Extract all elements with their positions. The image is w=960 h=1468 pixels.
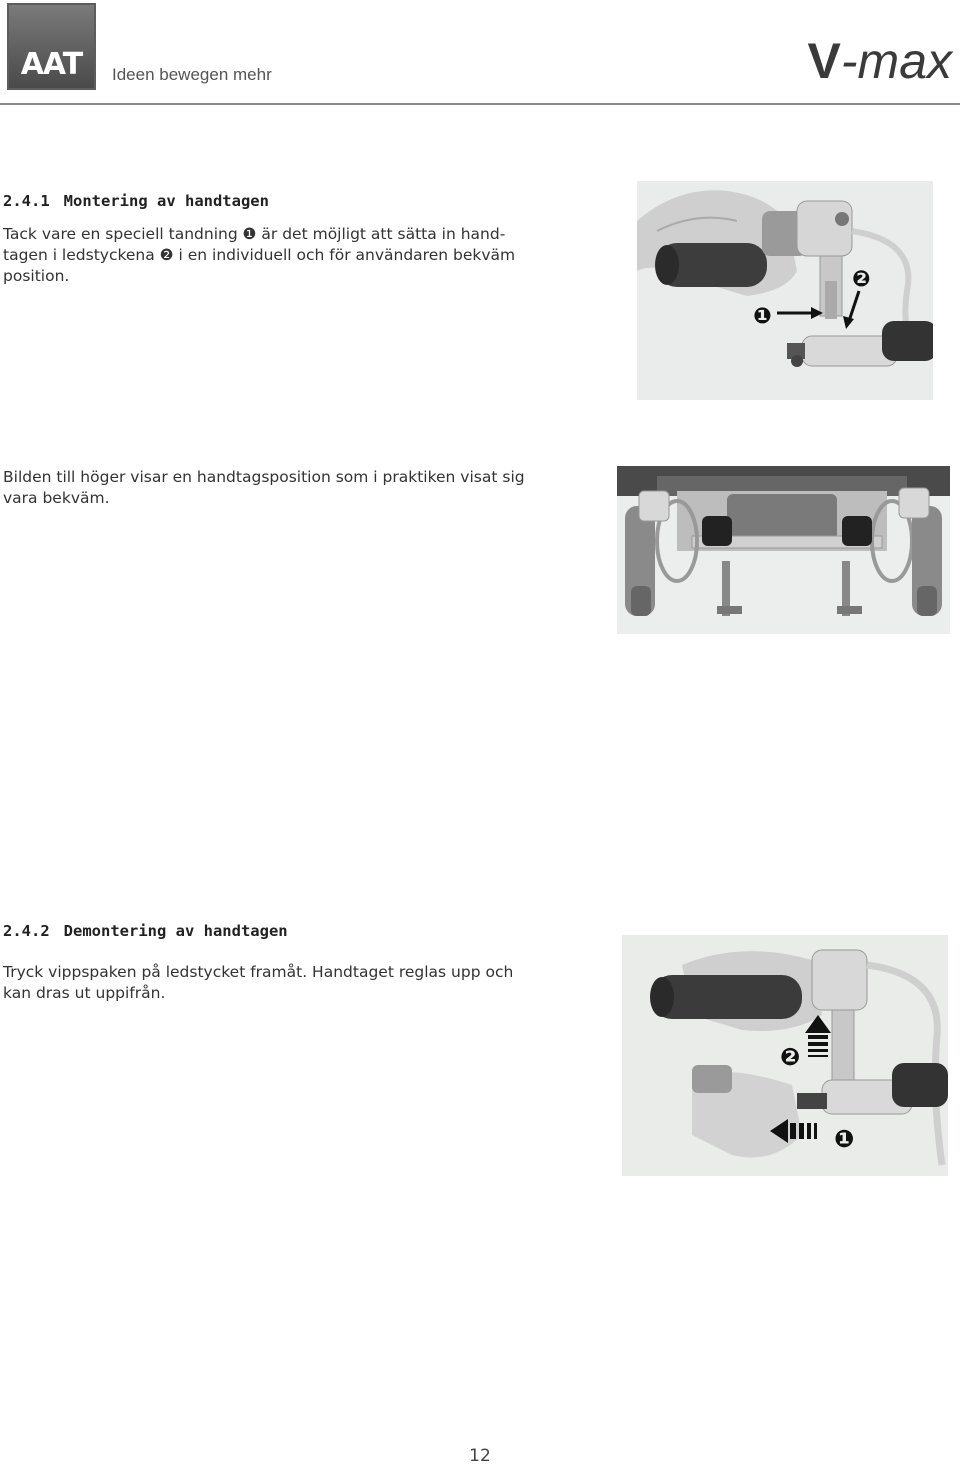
photo-handle-mounting-drawing bbox=[637, 181, 933, 400]
paragraph-line: Tack vare en speciell tandning ❶ är det möjligt att sätta in hand- bbox=[3, 225, 506, 243]
paragraph-line: position. bbox=[3, 267, 70, 285]
paragraph-line: tagen i ledstyckena ❷ i en individuell och för användaren bekväm bbox=[3, 246, 516, 264]
photo-handle-removal-drawing bbox=[622, 935, 948, 1176]
section-title: Demontering av handtagen bbox=[63, 922, 288, 940]
photo-handle-position bbox=[617, 466, 950, 634]
callout-1: ❶ bbox=[753, 304, 772, 329]
section2-paragraph bbox=[3, 962, 513, 1004]
callout-2: ❷ bbox=[852, 267, 871, 292]
middle-paragraph bbox=[3, 467, 525, 509]
photo-handle-position-drawing bbox=[617, 466, 950, 634]
callout-2: ❷ bbox=[780, 1043, 801, 1071]
section-heading-2-4-2 bbox=[3, 922, 288, 940]
callout-1: ❶ bbox=[834, 1125, 855, 1153]
section-number: 2.4.1 bbox=[3, 192, 50, 210]
photo-handle-removal bbox=[622, 935, 948, 1176]
tagline: Ideen bewegen mehr bbox=[112, 65, 272, 84]
paragraph-line: Tryck vippspaken på ledstycket framåt. Handtaget reglas upp och bbox=[3, 963, 514, 981]
section-title: Montering av handtagen bbox=[63, 192, 269, 210]
section-number: 2.4.2 bbox=[3, 922, 50, 940]
paragraph-line: vara bekväm. bbox=[3, 489, 110, 507]
page-number: 12 bbox=[469, 1446, 491, 1466]
brand-suffix: -max bbox=[840, 33, 952, 89]
section-heading-2-4-1 bbox=[3, 192, 269, 210]
paragraph-line: Bilden till höger visar en handtagsposition som i praktiken visat sig bbox=[3, 468, 525, 486]
aat-logo bbox=[7, 3, 96, 90]
brand-vmax bbox=[807, 33, 952, 89]
photo-handle-mounting bbox=[637, 181, 933, 400]
paragraph-line: kan dras ut uppifrån. bbox=[3, 984, 166, 1002]
section1-paragraph bbox=[3, 224, 515, 287]
logo-text: AAT bbox=[20, 47, 83, 82]
header-divider bbox=[0, 103, 960, 105]
brand-prefix: V bbox=[807, 33, 841, 89]
